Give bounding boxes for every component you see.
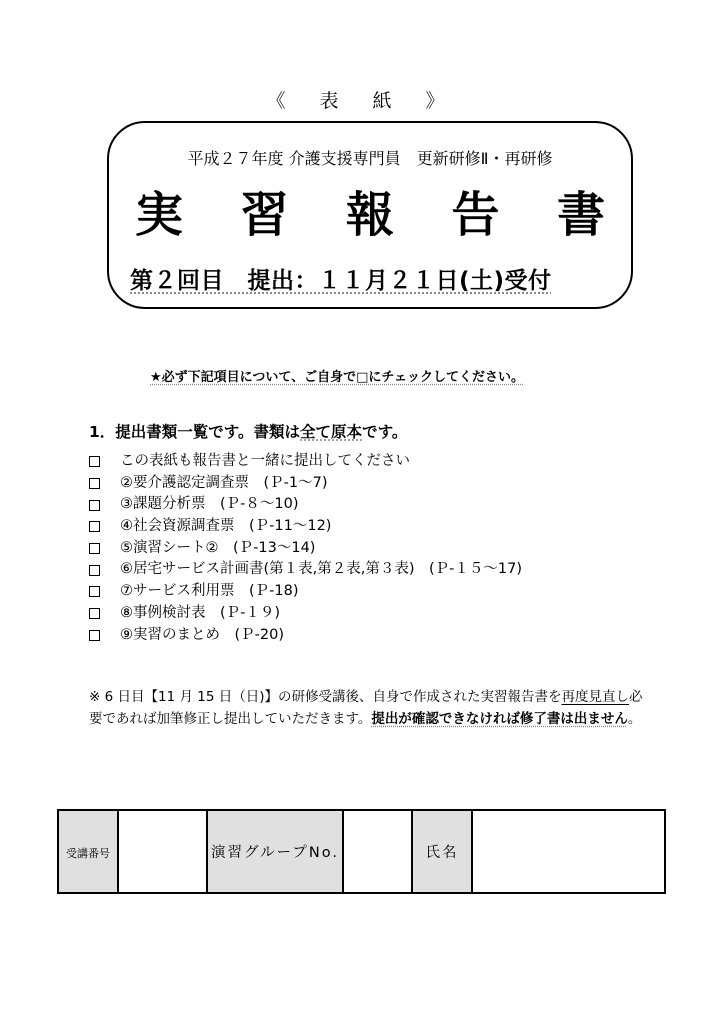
document-checklist (87, 451, 522, 646)
title-char: 報 (345, 187, 394, 243)
student-number-label (58, 810, 118, 893)
checklist-item-label: ④社会資源調査票 (Ｐ-11～12) (120, 518, 332, 535)
checklist-item (87, 581, 522, 603)
checklist-item (87, 516, 522, 538)
checkbox[interactable] (89, 608, 100, 619)
checklist-item-label: ⑦サービス利用票 (Ｐ-18) (120, 583, 299, 600)
checklist-item (87, 451, 522, 473)
checkbox[interactable] (89, 521, 100, 532)
check-instruction: ★必ず下記項目について、ご自身で□にチェックしてください。 (150, 370, 525, 385)
title-char: 書 (556, 187, 605, 243)
checklist-item (87, 625, 522, 647)
checklist-item-label: この表紙も報告書と一緒に提出してください (120, 453, 410, 469)
checkbox[interactable] (89, 500, 100, 511)
checkbox[interactable] (89, 630, 100, 641)
student-number-label-text: 受講番号 (66, 847, 110, 860)
submission-deadline: 第２回目 提出：１１月２１日(土)受付 (130, 268, 552, 294)
checklist-item-label: ⑨実習のまとめ (Ｐ-20) (120, 626, 284, 643)
checkbox[interactable] (89, 586, 100, 597)
note-end: 。 (627, 711, 642, 727)
checkbox[interactable] (89, 456, 100, 467)
checklist-item-label: ③課題分析票 (Ｐ-８～10) (120, 496, 299, 513)
checklist-item-label: ⑥居宅サービス計画書(第１表,第２表,第３表) (Ｐ-１５～17) (120, 561, 523, 578)
checklist-item-label: ⑧事例検討表 (Ｐ-１９) (120, 604, 281, 621)
checklist-item (87, 603, 522, 625)
name-field[interactable] (472, 810, 665, 893)
report-title (107, 186, 633, 244)
checklist-item-label: ⑤演習シート② (Ｐ-13～14) (120, 539, 316, 556)
resubmission-note (89, 686, 644, 730)
checklist-item (87, 494, 522, 516)
section-title-emphasis: 全て原本 (300, 423, 363, 441)
checklist-item (87, 473, 522, 495)
checkbox[interactable] (89, 478, 100, 489)
group-no-field[interactable] (343, 810, 412, 893)
participant-info-table (57, 809, 666, 894)
checkbox[interactable] (89, 543, 100, 554)
note-warning: 提出が確認できなければ修了書は出ません (371, 711, 628, 727)
section-title-prefix: 1．提出書類一覧です。書類は (89, 423, 301, 441)
title-char: 習 (240, 187, 289, 243)
title-char: 実 (135, 187, 184, 243)
section-title-suffix: です。 (362, 423, 408, 441)
group-no-label (207, 810, 343, 893)
checklist-item (87, 538, 522, 560)
course-name: 平成２７年度 介護支援専門員 更新研修Ⅱ・再研修 (187, 149, 553, 168)
note-text: 必要であれば加筆修正し提出していただきます。 (89, 689, 643, 727)
note-text: ※ 6 日目【11 月 15 日（日)】の研修受講後、自身で作成された実習報告書を (89, 689, 562, 705)
group-no-label-text: 演習グループNo. (211, 845, 339, 861)
checklist-item (87, 559, 522, 581)
checkbox[interactable] (89, 565, 100, 576)
name-label-text: 氏名 (425, 845, 459, 861)
note-underlined: 再度見直し (561, 689, 629, 705)
section-title-documents (89, 420, 407, 442)
cover-heading: 《 表 紙 》 (266, 90, 459, 112)
name-label (412, 810, 472, 893)
title-char: 告 (451, 187, 500, 243)
checklist-item-label: ②要介護認定調査票 (Ｐ-1～7) (120, 474, 328, 491)
student-number-field[interactable] (118, 810, 207, 893)
